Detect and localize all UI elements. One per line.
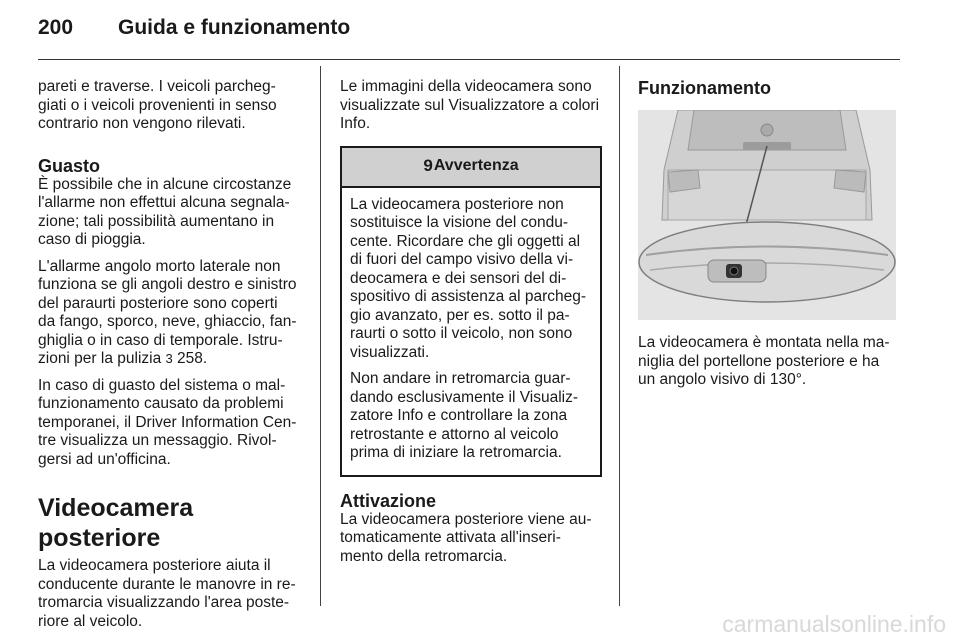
funzionamento-heading: Funzionamento [638,78,771,98]
warning-paragraph-1: La videocamera posteriore non sostituisce la visione del condu- cente. Ricordare che gli oggetti al di fuori del campo visivo della vi- deocamera e dei sensori del di- spositivo di assistenza al parcheg- gio avanzato, per es. sotto il pa- raurti o sotto il veicolo, non sono visualizzati. [350,195,587,361]
guasto-heading: Guasto [38,155,101,176]
section-paragraph: La videocamera posteriore aiuta il conducente durante le manovre in re- tromarcia visualizzando l'area poste- riore al veicolo. [38,557,296,630]
column-2-intro: Le immagini della videocamera sono visualizzate sul Visualizzatore a colori Info. [340,78,600,132]
section-heading: Videocamera posteriore [38,494,194,552]
attivazione-paragraph: La videocamera posteriore viene au- tomaticamente attivata all'inseri- mento della retromarcia. [340,510,592,565]
warning-box [340,146,602,477]
page-number: 200 [38,16,74,39]
warning-body [342,188,600,475]
column-divider [320,66,321,606]
column-1 [38,78,313,639]
guasto-paragraph-2: L'allarme angolo morto laterale non funziona se gli angoli destro e sinistro del paraurti posteriore sono coperti da fango, sporco, neve, ghiaccio, fan- ghiglia o in caso di temporale. Istru- zioni per la pulizia 3 258. [38,257,297,367]
page-reference-icon: 3 [165,351,173,366]
attivazione-heading: Attivazione [340,490,437,511]
column-2 [340,78,602,574]
warning-header [342,148,600,188]
guasto-paragraph-1: È possibile che in alcune circostanze l'allarme non effettui alcuna segnala- zione; tali possibilità aumentano in caso di pioggia. [38,175,292,248]
page-title: Guida e funzionamento [118,16,351,39]
column-divider [619,66,620,606]
intro-paragraph: pareti e traverse. I veicoli parcheg- giati o i veicoli provenienti in senso contrario non vengono rilevati. [38,78,277,132]
column-3 [638,78,900,398]
camera-caption: La videocamera è montata nella ma- niglia del portellone posteriore e ha un angolo visivo di 130°. [638,334,890,388]
header-rule [38,59,900,60]
rear-camera-illustration [638,110,896,320]
warning-icon: 9 [423,156,433,176]
warning-paragraph-2: Non andare in retromarcia guar- dando esclusivamente il Visualiz- zatore Info e controllare la zona retrostante e attorno al veicolo prima di iniziare la retromarcia. [350,370,579,461]
warning-title: Avvertenza [433,157,519,175]
page-reference-link[interactable]: 258. [172,350,208,367]
guasto-paragraph-3: In caso di guasto del sistema o mal- funzionamento causato da problemi temporanei, il Driver Information Cen- tre visualizza un messaggio. Rivol- gersi ad un'officina. [38,376,297,468]
watermark: carmanualsonline.info [722,611,946,637]
